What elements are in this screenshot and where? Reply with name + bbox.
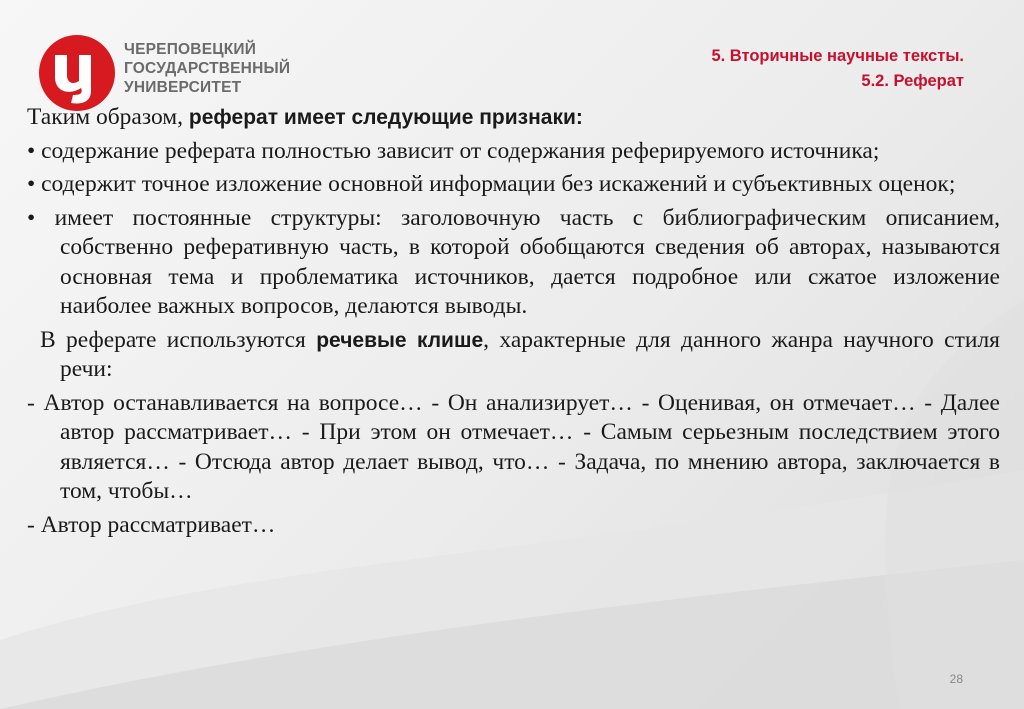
intro-paragraph	[27, 103, 1000, 133]
university-name-line: УНИВЕРСИТЕТ	[124, 79, 242, 96]
university-logo-icon	[37, 33, 117, 113]
bullet-item: • имеет постоянные структуры: заголовочную часть с библиографическим описанием, собственно реферативную часть, в которой обобщаются сведения об авторах, называются основная тема и проблематика источников, дается подробное или сжатое изложение наиболее важных вопросов, делаются выводы.	[27, 204, 1000, 319]
cliche-bold-text: речевые клише	[316, 328, 484, 352]
slide-content	[27, 103, 1000, 544]
slide-header	[711, 44, 964, 94]
cliche-text-end: , характерные для данного жанра научного стиля речи:	[60, 326, 1000, 382]
university-name-line: ГОСУДАРСТВЕННЫЙ	[124, 60, 291, 77]
cliche-paragraph	[27, 326, 1000, 385]
page-number: 28	[949, 672, 963, 686]
bullet-item: • содержит точное изложение основной информации без искажений и субъективных оценок;	[27, 171, 956, 197]
university-name	[124, 40, 324, 97]
bullet-item: • содержание реферата полностью зависит от содержания реферируемого источника;	[27, 137, 880, 164]
cliche-list-item: - Автор останавливается на вопросе… - Он анализирует… - Оценивая, он отмечает… - Далее автор рассматривает… - При этом он отмечает… - Самым серьезным последствием этого является… - Отсюда автор делает вывод, что… - Задача, по мнению автора, заключается в том, чтобы…	[27, 389, 1000, 504]
intro-text: Таким образом,	[27, 104, 189, 130]
cliche-text: В реферате используются	[40, 326, 317, 353]
cliche-list-item: - Автор рассматривает…	[27, 511, 276, 538]
subsection-title: 5.2. Реферат	[861, 72, 964, 90]
university-name-line: ЧЕРЕПОВЕЦКИЙ	[124, 41, 257, 58]
section-title: 5. Вторичные научные тексты.	[711, 47, 964, 65]
intro-bold-text: реферат имеет следующие признаки:	[188, 106, 583, 129]
